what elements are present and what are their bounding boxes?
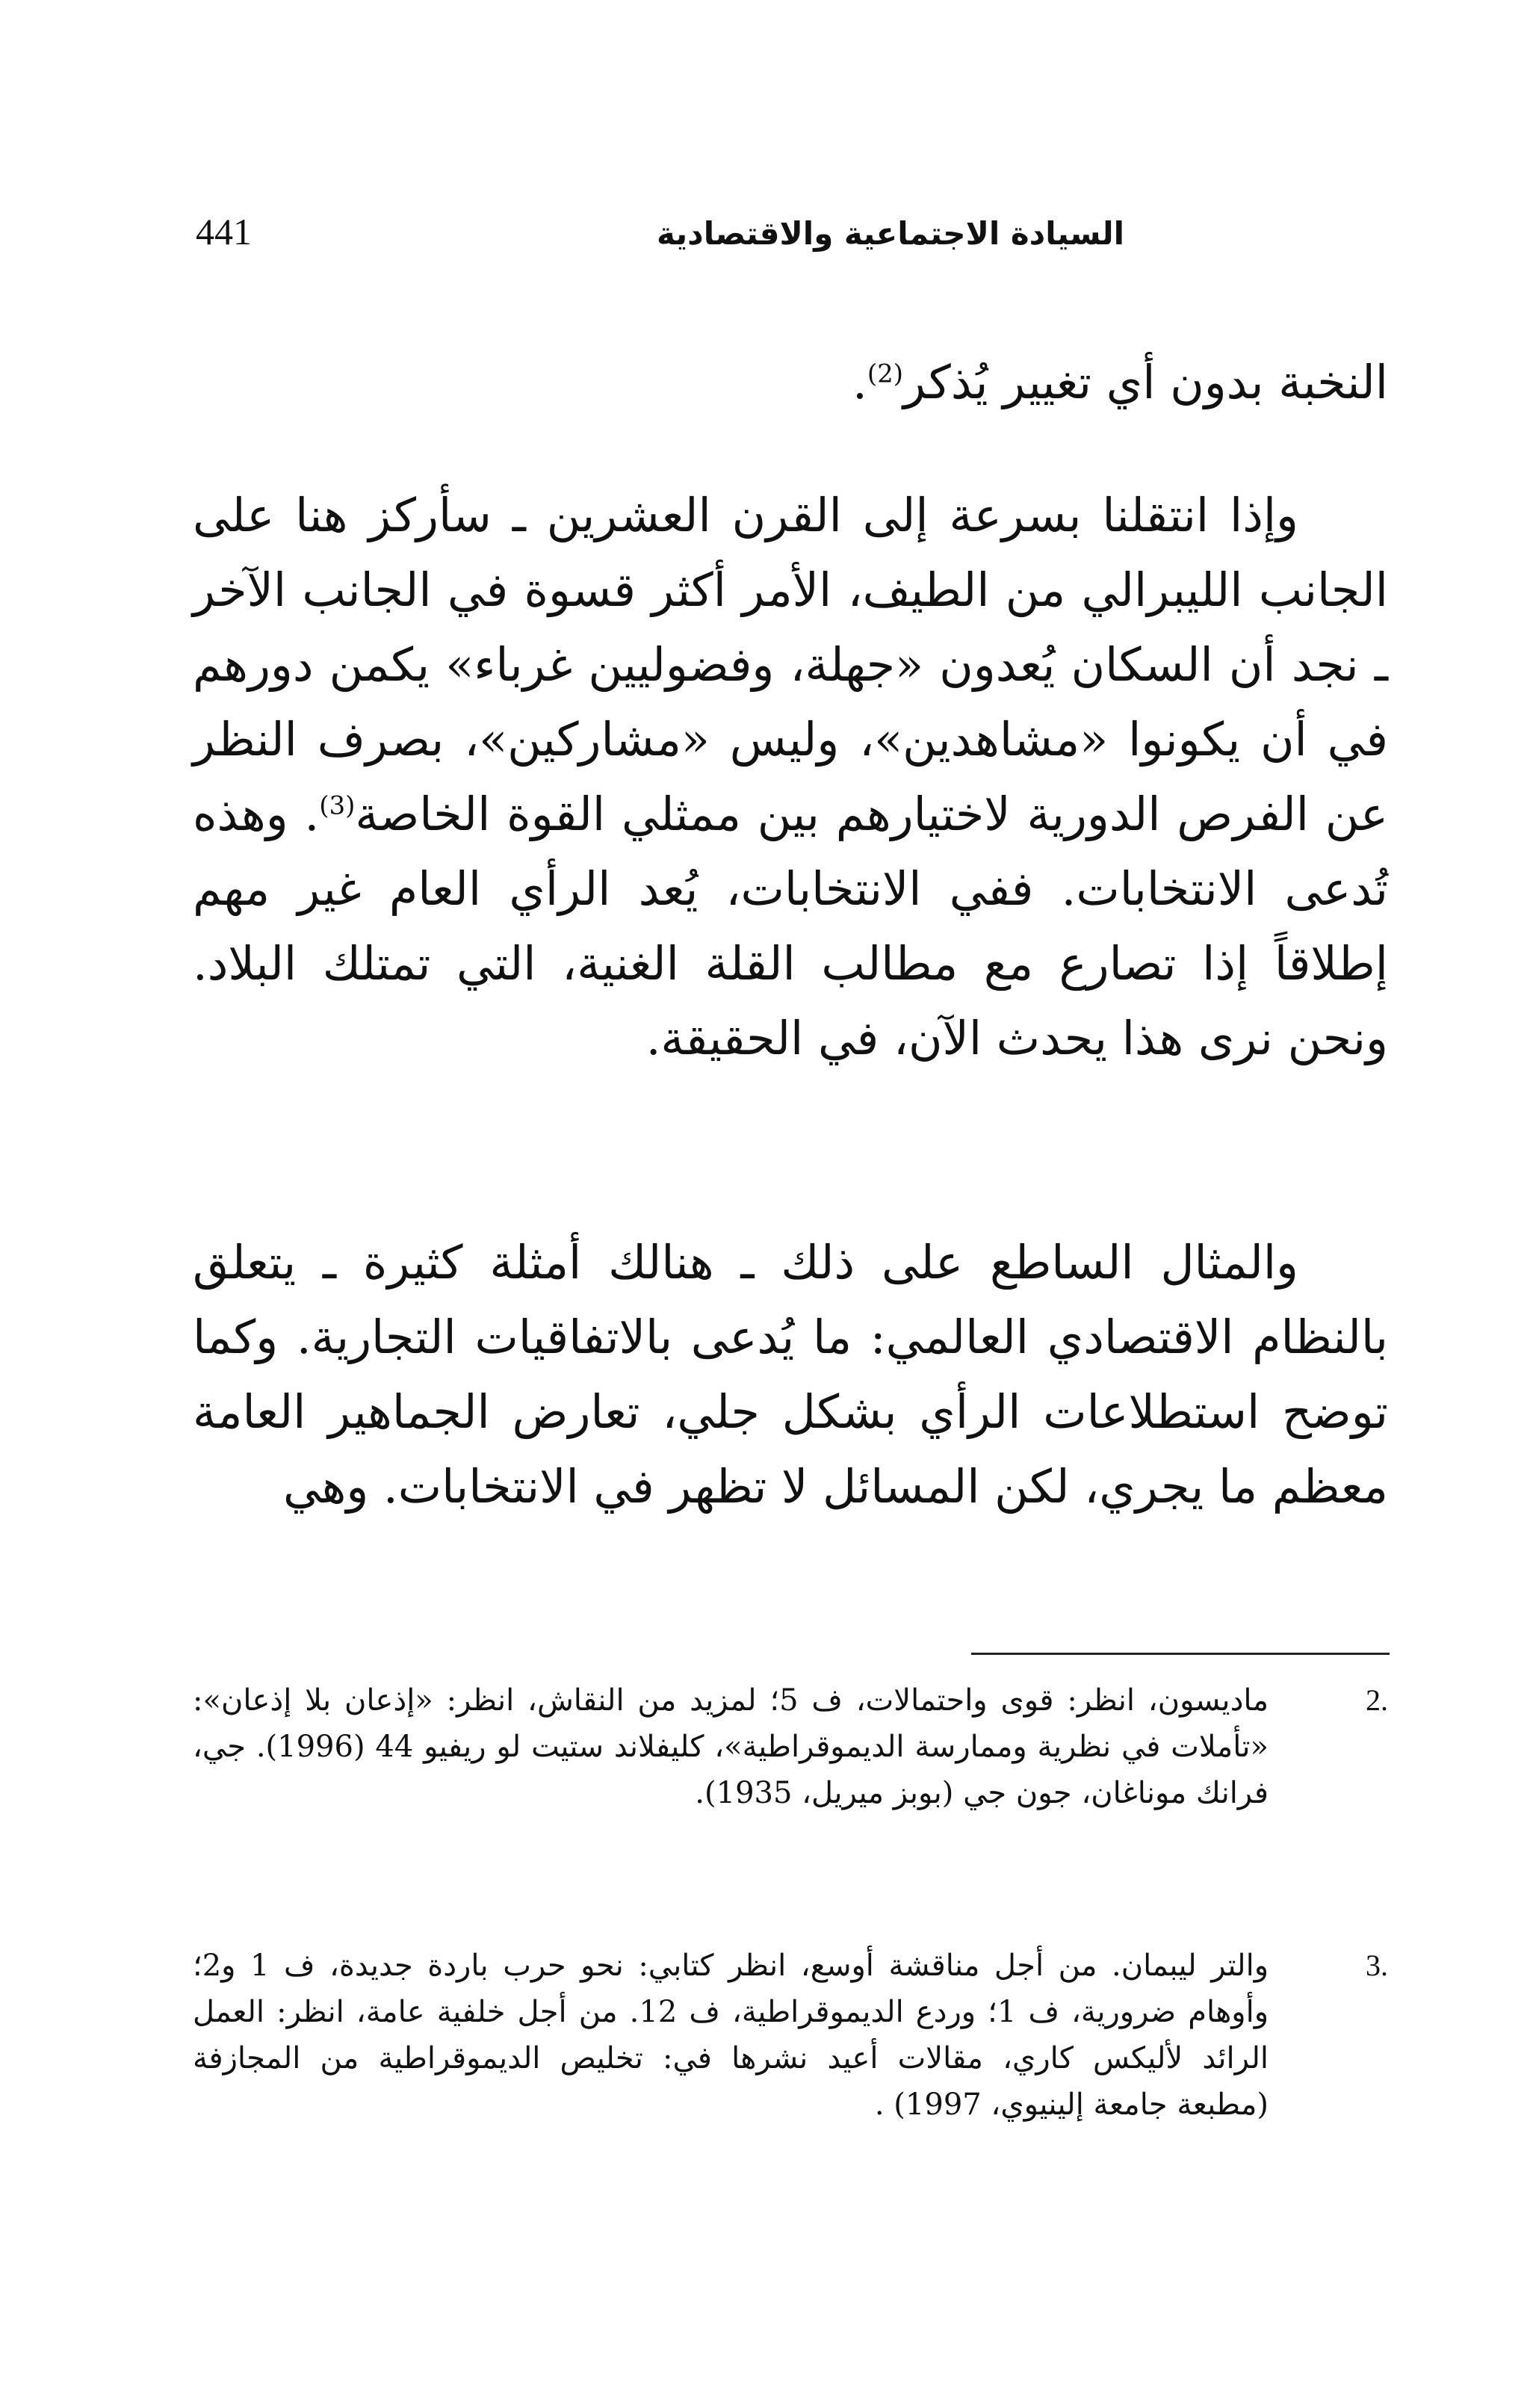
footnote-2 <box>193 1677 1388 1816</box>
footnote-ref-3: (3) <box>319 790 356 821</box>
paragraph-1-end: . <box>852 355 867 409</box>
footnote-ref-2: (2) <box>867 359 904 389</box>
footnote-2-text: ماديسون، انظر: قوى واحتمالات، ف 5؛ لمزيد من النقاش، انظر: «إذعان بلا إذعان»: «تأملات في نظرية وممارسة الديموقراطية»، كليفلاند ستيت لو ريفيو 44 (1996). جي، فرانك موناغان، جون جي (بوبز ميريل، 1935). <box>193 1683 1269 1810</box>
paragraph-2-text-a: وإذا انتقلنا بسرعة إلى القرن العشرين ـ سأركز هنا على الجانب الليبرالي من الطيف، الأمر أكثر قسوة في الجانب الآخر ـ نجد أن السكان يُعدون «جهلة، وفضوليين غرباء» يكمن دورهم في أن يكونوا «مشاهدين»، وليس «مشاركين»، بصرف النظر عن الفرص الدورية لاختيارهم بين ممثلي القوة الخاصة <box>193 488 1388 841</box>
page-header <box>196 202 1391 269</box>
page-number: 441 <box>196 211 252 253</box>
paragraph-1-text: النخبة بدون أي تغيير يُذكر <box>903 355 1388 409</box>
footnote-2-number: 2. <box>1366 1683 1388 1717</box>
footnote-3-number: 3. <box>1366 1949 1388 1982</box>
paragraph-3-text: والمثال الساطع على ذلك ـ هنالك أمثلة كثيرة ـ يتعلق بالنظام الاقتصادي العالمي: ما يُدعى بالاتفاقيات التجارية. وكما توضح استطلاعات الرأي بشكل جلي، تعارض الجماهير العامة معظم ما يجري، لكن المسائل لا تظهر في الانتخابات. وهي <box>193 1235 1388 1514</box>
paragraph-1 <box>193 345 1388 420</box>
paragraph-3 <box>193 1225 1388 1524</box>
footnote-divider <box>971 1653 1390 1655</box>
paragraph-2-text-b: . وهذه تُدعى الانتخابات. ففي الانتخابات، يُعد الرأي العام غير مهم إطلاقاً إذا تصارع مع مطالب القلة الغنية، التي تمتلك البلاد. ونحن نرى هذا يحدث الآن، في الحقيقة. <box>193 787 1388 1065</box>
footnote-3 <box>193 1943 1388 2128</box>
running-title: السيادة الاجتماعية والاقتصادية <box>656 215 1125 252</box>
footnote-3-text: والتر ليبمان. من أجل مناقشة أوسع، انظر كتابي: نحو حرب باردة جديدة، ف 1 و2؛ وأوهام ضرورية، ف 1؛ وردع الديموقراطية، ف 12. من أجل خلفية عامة، انظر: العمل الرائد لأليكس كاري، مقالات أعيد نشرها في: تخليص الديموقراطية من المجازفة (مطبعة جامعة إلينيوي، 1997) . <box>193 1949 1269 2122</box>
paragraph-2 <box>193 478 1388 1076</box>
